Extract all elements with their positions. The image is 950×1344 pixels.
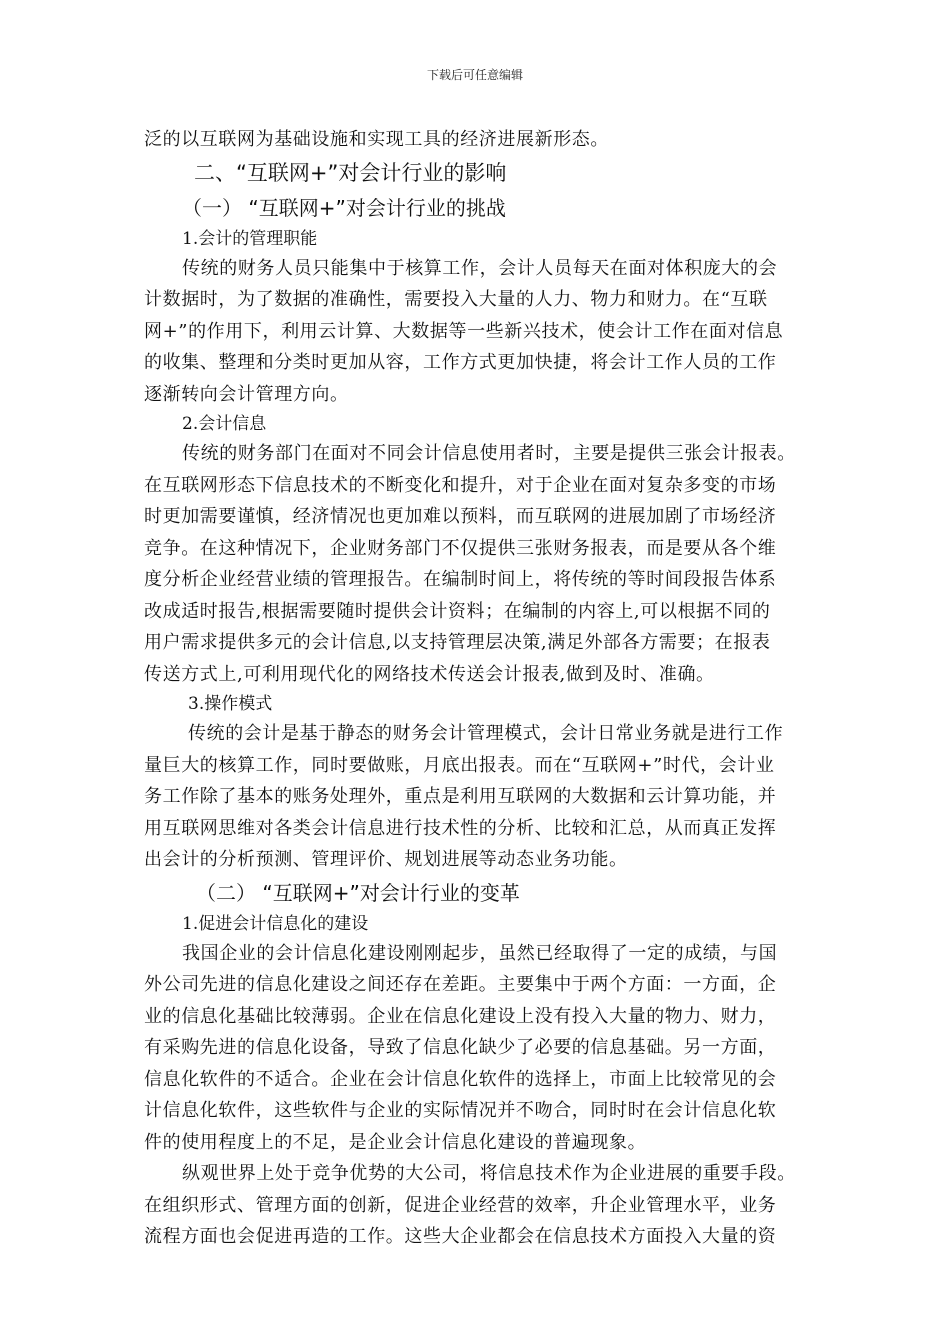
paragraph-line: 时更加需要谨慎，经济情况也更加难以预料，而互联网的进展加剧了市场经济 (144, 506, 777, 527)
paragraph-line: 用户需求提供多元的会计信息,以支持管理层决策,满足外部各方需要；在报表 (144, 632, 771, 653)
paragraph-line: 量巨大的核算工作，同时要做账，月底出报表。而在“互联网+”时代，会计业 (144, 754, 775, 776)
paragraph-line: 用互联网思维对各类会计信息进行技术性的分析、比较和汇总，从而真正发挥 (144, 817, 777, 839)
item-heading: 3.操作模式 (188, 694, 273, 714)
paragraph-line: 传统的财务人员只能集中于核算工作，会计人员每天在面对体积庞大的会 (182, 257, 778, 279)
paragraph-line: 外公司先进的信息化建设之间还存在差距。主要集中于两个方面：一方面，企 (144, 974, 777, 995)
paragraph-line: 流程方面也会促进再造的工作。这些大企业都会在信息技术方面投入大量的资 (144, 1226, 777, 1247)
page-header: 下载后可任意编辑 (426, 68, 523, 82)
paragraph-line: 有采购先进的信息化设备，导致了信息化缺少了必要的信息基础。另一方面， (144, 1037, 777, 1058)
body-line: 泛的以互联网为基础设施和实现工具的经济进展新形态。 (144, 129, 609, 150)
paragraph-line: 在互联网形态下信息技术的不断变化和提升，对于企业在面对复杂多变的市场 (144, 474, 777, 496)
paragraph-line: 务工作除了基本的账务处理外，重点是利用互联网的大数据和云计算功能，并 (144, 786, 777, 807)
paragraph-line: 信息化软件的不适合。企业在会计信息化软件的选择上，市面上比较常见的会 (144, 1068, 777, 1090)
paragraph-line: 网+”的作用下，利用云计算、大数据等一些新兴技术，使会计工作在面对信息 (144, 320, 784, 342)
paragraph-line: 业的信息化基础比较薄弱。企业在信息化建设上没有投入大量的物力、财力， (144, 1005, 777, 1027)
paragraph-line: 纵观世界上处于竞争优势的大公司，将信息技术作为企业进展的重要手段。 (182, 1163, 796, 1184)
paragraph-line: 件的使用程度上的不足，是企业会计信息化建设的普遍现象。 (144, 1131, 647, 1153)
item-heading: 2.会计信息 (182, 414, 267, 434)
paragraph-line: 的收集、整理和分类时更加从容，工作方式更加快捷，将会计工作人员的工作 (144, 352, 777, 373)
paragraph-line: 改成适时报告,根据需要随时提供会计资料；在编制的内容上,可以根据不同的 (144, 600, 771, 622)
subsection-heading: （一） “互联网+”对会计行业的挑战 (182, 195, 506, 220)
page-content (144, 124, 808, 1253)
paragraph-line: 度分析企业经营业绩的管理报告。在编制时间上，将传统的等时间段报告体系 (144, 569, 777, 590)
paragraph-line: 计数据时，为了数据的准确性，需要投入大量的人力、物力和财力。在“互联 (144, 289, 768, 310)
paragraph-line: 传统的财务部门在面对不同会计信息使用者时，主要是提供三张会计报表。 (182, 443, 796, 464)
paragraph-line: 逐渐转向会计管理方向。 (144, 383, 349, 405)
section-heading: 二、“互联网+”对会计行业的影响 (194, 160, 507, 185)
paragraph-line: 计信息化软件，这些软件与企业的实际情况并不吻合，同时时在会计信息化软 (144, 1100, 777, 1121)
paragraph-line: 竞争。在这种情况下，企业财务部门不仅提供三张财务报表，而是要从各个维 (144, 537, 777, 559)
paragraph-line: 在组织形式、管理方面的创新，促进企业经营的效率，升企业管理水平，业务 (144, 1194, 777, 1216)
item-heading: 1.促进会计信息化的建设 (182, 913, 369, 934)
subsection-heading: （二） “互联网+”对会计行业的变革 (196, 880, 520, 905)
item-heading: 1.会计的管理职能 (182, 228, 318, 249)
paragraph-line: 出会计的分析预测、管理评价、规划进展等动态业务功能。 (144, 849, 628, 870)
paragraph-line: 传统的会计是基于静态的财务会计管理模式，会计日常业务就是进行工作 (188, 723, 784, 744)
paragraph-line: 传送方式上,可利用现代化的网络技术传送会计报表,做到及时、准确。 (144, 663, 715, 685)
paragraph-line: 我国企业的会计信息化建设刚刚起步，虽然已经取得了一定的成绩，与国 (182, 942, 778, 964)
